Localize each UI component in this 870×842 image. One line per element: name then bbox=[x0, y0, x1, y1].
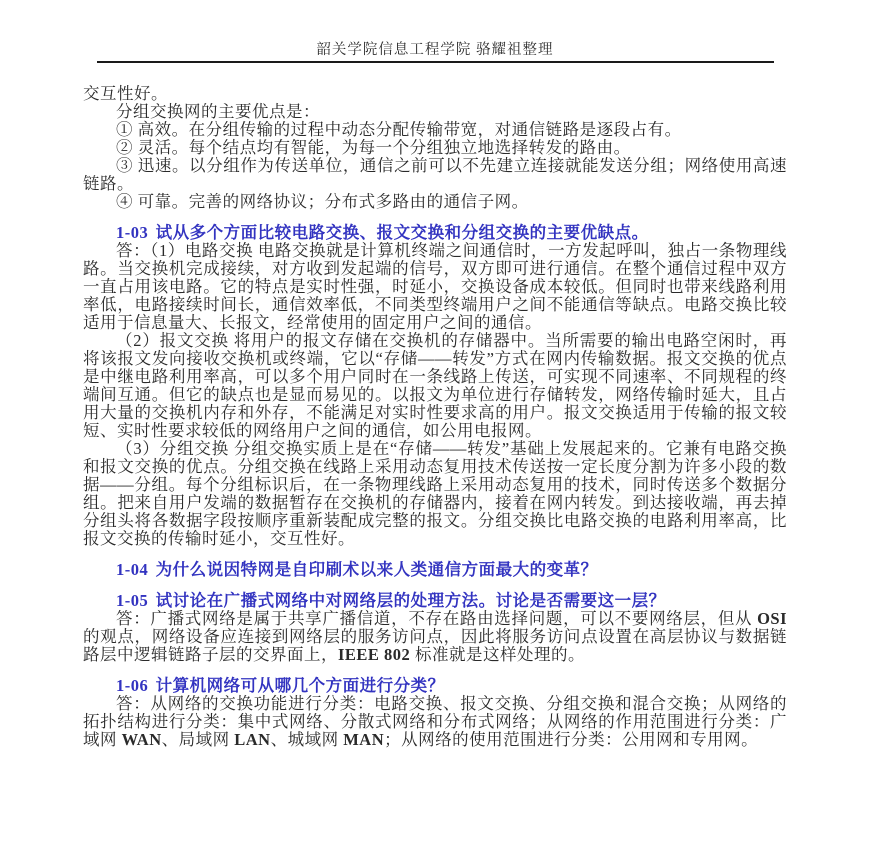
intro-point-3: ③ 迅速。以分组作为传送单位，通信之前可以不先建立连接就能发送分组；网络使用高速链路。 bbox=[83, 156, 787, 193]
answer-paragraph: 答：广播式网络是属于共享广播信道，不存在路由选择问题，可以不要网络层，但从 OSI 的观点，网络设备应连接到网络层的服务访问点，因此将服务访问点设置在高层协议与数据链路层中逻辑链路子层的交界面上，IEEE 802 标准就是这样处理的。 bbox=[83, 609, 787, 664]
intro-point-1: ① 高效。在分组传输的过程中动态分配传输带宽，对通信链路是逐段占有。 bbox=[116, 120, 682, 139]
answer-paragraph: 答：（1）电路交换 电路交换就是计算机终端之间通信时，一方发起呼叫，独占一条物理线路。当交换机完成接续，对方收到发起端的信号，双方即可进行通信。在整个通信过程中双方一直占用该电路。它的特点是实时性强，时延小，交换设备成本较低。但同时也带来线路利用率低，电路接续时间长，通信效率低，不同类型终端用户之间不能通信等缺点。电路交换比较适用于信息量大、长报文，经常使用的固定用户之间的通信。 bbox=[83, 241, 787, 332]
question-heading-1-03 bbox=[83, 224, 787, 242]
question-text: 试从多个方面比较电路交换、报文交换和分组交换的主要优缺点。 bbox=[155, 223, 649, 242]
header-rule bbox=[97, 61, 774, 63]
question-text: 计算机网络可从哪几个方面进行分类？ bbox=[155, 676, 445, 695]
question-number: 1-05 bbox=[116, 591, 149, 610]
intro-point-4: ④ 可靠。完善的网络协议；分布式多路由的通信子网。 bbox=[116, 192, 529, 211]
question-number: 1-06 bbox=[116, 676, 149, 695]
document-body bbox=[83, 85, 787, 749]
question-heading-1-05 bbox=[83, 592, 787, 610]
intro-lead-line: 分组交换网的主要优点是： bbox=[116, 102, 320, 121]
question-text: 为什么说因特网是自印刷术以来人类通信方面最大的变革？ bbox=[155, 560, 598, 579]
question-number: 1-03 bbox=[116, 223, 149, 242]
page-header bbox=[0, 0, 870, 63]
intro-continuation-line: 交互性好。 bbox=[83, 84, 168, 103]
question-text: 试讨论在广播式网络中对网络层的处理方法。讨论是否需要这一层？ bbox=[155, 591, 666, 610]
question-heading-1-06 bbox=[83, 677, 787, 695]
question-heading-1-04 bbox=[83, 561, 787, 579]
answer-paragraph: （2）报文交换 将用户的报文存储在交换机的存储器中。当所需要的输出电路空闲时，再将该报文发向接收交换机或终端，它以“存储——转发”方式在网内传输数据。报文交换的优点是中继电路利用率高，可以多个用户同时在一条线路上传送，可实现不同速率、不同规程的终端间互通。但它的缺点也是显而易见的。以报文为单位进行存储转发，网络传输时延大，且占用大量的交换机内存和外存，不能满足对实时性要求高的用户。报文交换适用于传输的报文较短、实时性要求较低的网络用户之间的通信，如公用电报网。 bbox=[83, 331, 787, 440]
answer-paragraph: 答：从网络的交换功能进行分类：电路交换、报文交换、分组交换和混合交换；从网络的拓扑结构进行分类：集中式网络、分散式网络和分布式网络；从网络的作用范围进行分类：广域网 WAN、局域网 LAN、城域网 MAN；从网络的使用范围进行分类：公用网和专用网。 bbox=[83, 694, 787, 749]
answer-paragraph: （3）分组交换 分组交换实质上是在“存储——转发”基础上发展起来的。它兼有电路交换和报文交换的优点。分组交换在线路上采用动态复用技术传送按一定长度分割为许多小段的数据——分组。每个分组标识后，在一条物理线路上采用动态复用的技术，同时传送多个数据分组。把来自用户发端的数据暂存在交换机的存储器内，接着在网内转发。到达接收端，再去掉分组头将各数据字段按顺序重新装配成完整的报文。分组交换比电路交换的电路利用率高，比报文交换的传输时延小，交互性好。 bbox=[83, 439, 787, 548]
question-number: 1-04 bbox=[116, 560, 149, 579]
header-institution: 韶关学院信息工程学院 骆耀祖整理 bbox=[316, 42, 554, 58]
intro-point-2: ② 灵活。每个结点均有智能，为每一个分组独立地选择转发的路由。 bbox=[116, 138, 631, 157]
